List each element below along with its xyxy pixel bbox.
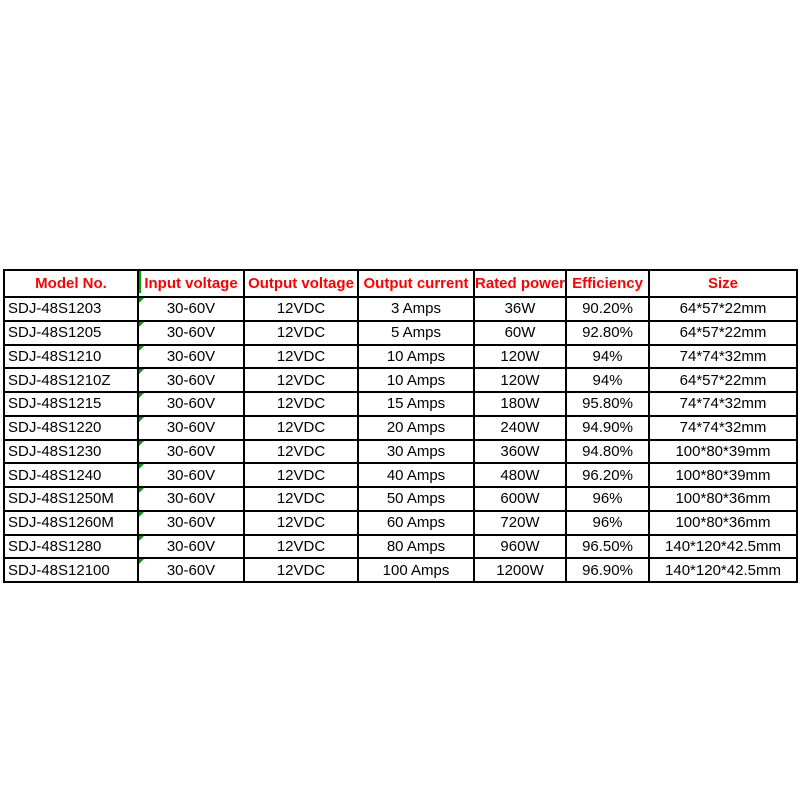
cell-size: 64*57*22mm [650,322,796,344]
cell-output-current: 80 Amps [359,536,473,558]
error-marker-icon [139,346,144,351]
cell-size: 140*120*42.5mm [650,536,796,558]
cell-model: SDJ-48S1230 [5,441,137,463]
cell-efficiency: 96% [567,512,648,534]
cell-output-voltage: 12VDC [245,559,357,581]
cell-input-voltage: 30-60V [139,346,243,368]
cell-model: SDJ-48S1210 [5,346,137,368]
error-marker-icon [139,369,144,374]
cell-efficiency: 96.90% [567,559,648,581]
cell-output-voltage: 12VDC [245,322,357,344]
cell-efficiency: 92.80% [567,322,648,344]
error-marker-icon [139,536,144,541]
cell-model: SDJ-48S1205 [5,322,137,344]
column-header-model: Model No. [5,271,137,296]
error-marker-icon [139,322,144,327]
cell-size: 100*80*36mm [650,512,796,534]
cell-rated-power: 720W [475,512,565,534]
cell-output-current: 60 Amps [359,512,473,534]
column-header-size: Size [650,271,796,296]
cell-efficiency: 94% [567,346,648,368]
column-header-output-current: Output current [359,271,473,296]
cell-rated-power: 600W [475,488,565,510]
cell-input-voltage: 30-60V [139,441,243,463]
cell-size: 140*120*42.5mm [650,559,796,581]
cell-size: 100*80*39mm [650,441,796,463]
column-header-output-voltage: Output voltage [245,271,357,296]
column-header-input-voltage [139,271,243,296]
cell-input-voltage: 30-60V [139,322,243,344]
cell-output-voltage: 12VDC [245,488,357,510]
cell-model: SDJ-48S1203 [5,298,137,320]
cell-model: SDJ-48S1220 [5,417,137,439]
cell-size: 74*74*32mm [650,417,796,439]
cell-output-current: 15 Amps [359,393,473,415]
cell-efficiency: 94.90% [567,417,648,439]
cell-input-voltage: 30-60V [139,488,243,510]
cell-input-voltage: 30-60V [139,512,243,534]
spec-table [3,269,798,583]
cell-efficiency: 95.80% [567,393,648,415]
cell-output-current: 20 Amps [359,417,473,439]
cell-output-voltage: 12VDC [245,441,357,463]
cell-output-current: 100 Amps [359,559,473,581]
cell-size: 100*80*39mm [650,464,796,486]
cell-output-current: 10 Amps [359,346,473,368]
cell-output-voltage: 12VDC [245,369,357,391]
cell-output-voltage: 12VDC [245,346,357,368]
cell-input-voltage: 30-60V [139,393,243,415]
cell-model: SDJ-48S1280 [5,536,137,558]
cell-size: 64*57*22mm [650,298,796,320]
cell-rated-power: 120W [475,369,565,391]
cell-output-current: 10 Amps [359,369,473,391]
cell-rated-power: 1200W [475,559,565,581]
cell-input-voltage: 30-60V [139,536,243,558]
cell-input-voltage: 30-60V [139,559,243,581]
cell-output-voltage: 12VDC [245,536,357,558]
cell-efficiency: 96.50% [567,536,648,558]
cell-output-voltage: 12VDC [245,298,357,320]
cell-output-current: 5 Amps [359,322,473,344]
cell-output-voltage: 12VDC [245,464,357,486]
cell-efficiency: 94.80% [567,441,648,463]
column-header-rated-power: Rated power [475,271,565,296]
cell-size: 100*80*36mm [650,488,796,510]
cell-rated-power: 360W [475,441,565,463]
cell-rated-power: 36W [475,298,565,320]
cell-output-voltage: 12VDC [245,512,357,534]
cell-output-current: 40 Amps [359,464,473,486]
error-marker-sliver-icon [139,271,141,293]
cell-model: SDJ-48S1215 [5,393,137,415]
cell-efficiency: 96% [567,488,648,510]
cell-rated-power: 60W [475,322,565,344]
error-marker-icon [139,464,144,469]
cell-output-current: 30 Amps [359,441,473,463]
error-marker-icon [139,417,144,422]
cell-efficiency: 96.20% [567,464,648,486]
cell-input-voltage: 30-60V [139,298,243,320]
cell-rated-power: 120W [475,346,565,368]
cell-model: SDJ-48S1240 [5,464,137,486]
cell-efficiency: 94% [567,369,648,391]
error-marker-icon [139,488,144,493]
cell-size: 74*74*32mm [650,393,796,415]
cell-model: SDJ-48S1210Z [5,369,137,391]
cell-output-current: 3 Amps [359,298,473,320]
cell-efficiency: 90.20% [567,298,648,320]
cell-output-voltage: 12VDC [245,417,357,439]
error-marker-icon [139,441,144,446]
cell-input-voltage: 30-60V [139,369,243,391]
cell-size: 74*74*32mm [650,346,796,368]
error-marker-icon [139,559,144,564]
column-header-label: Input voltage [144,275,238,292]
cell-model: SDJ-48S1260M [5,512,137,534]
cell-input-voltage: 30-60V [139,417,243,439]
cell-model: SDJ-48S12100 [5,559,137,581]
error-marker-icon [139,512,144,517]
cell-model: SDJ-48S1250M [5,488,137,510]
cell-output-current: 50 Amps [359,488,473,510]
cell-rated-power: 960W [475,536,565,558]
cell-rated-power: 240W [475,417,565,439]
column-header-efficiency: Efficiency [567,271,648,296]
cell-rated-power: 180W [475,393,565,415]
cell-rated-power: 480W [475,464,565,486]
cell-input-voltage: 30-60V [139,464,243,486]
cell-size: 64*57*22mm [650,369,796,391]
error-marker-icon [139,298,144,303]
cell-output-voltage: 12VDC [245,393,357,415]
error-marker-icon [139,393,144,398]
